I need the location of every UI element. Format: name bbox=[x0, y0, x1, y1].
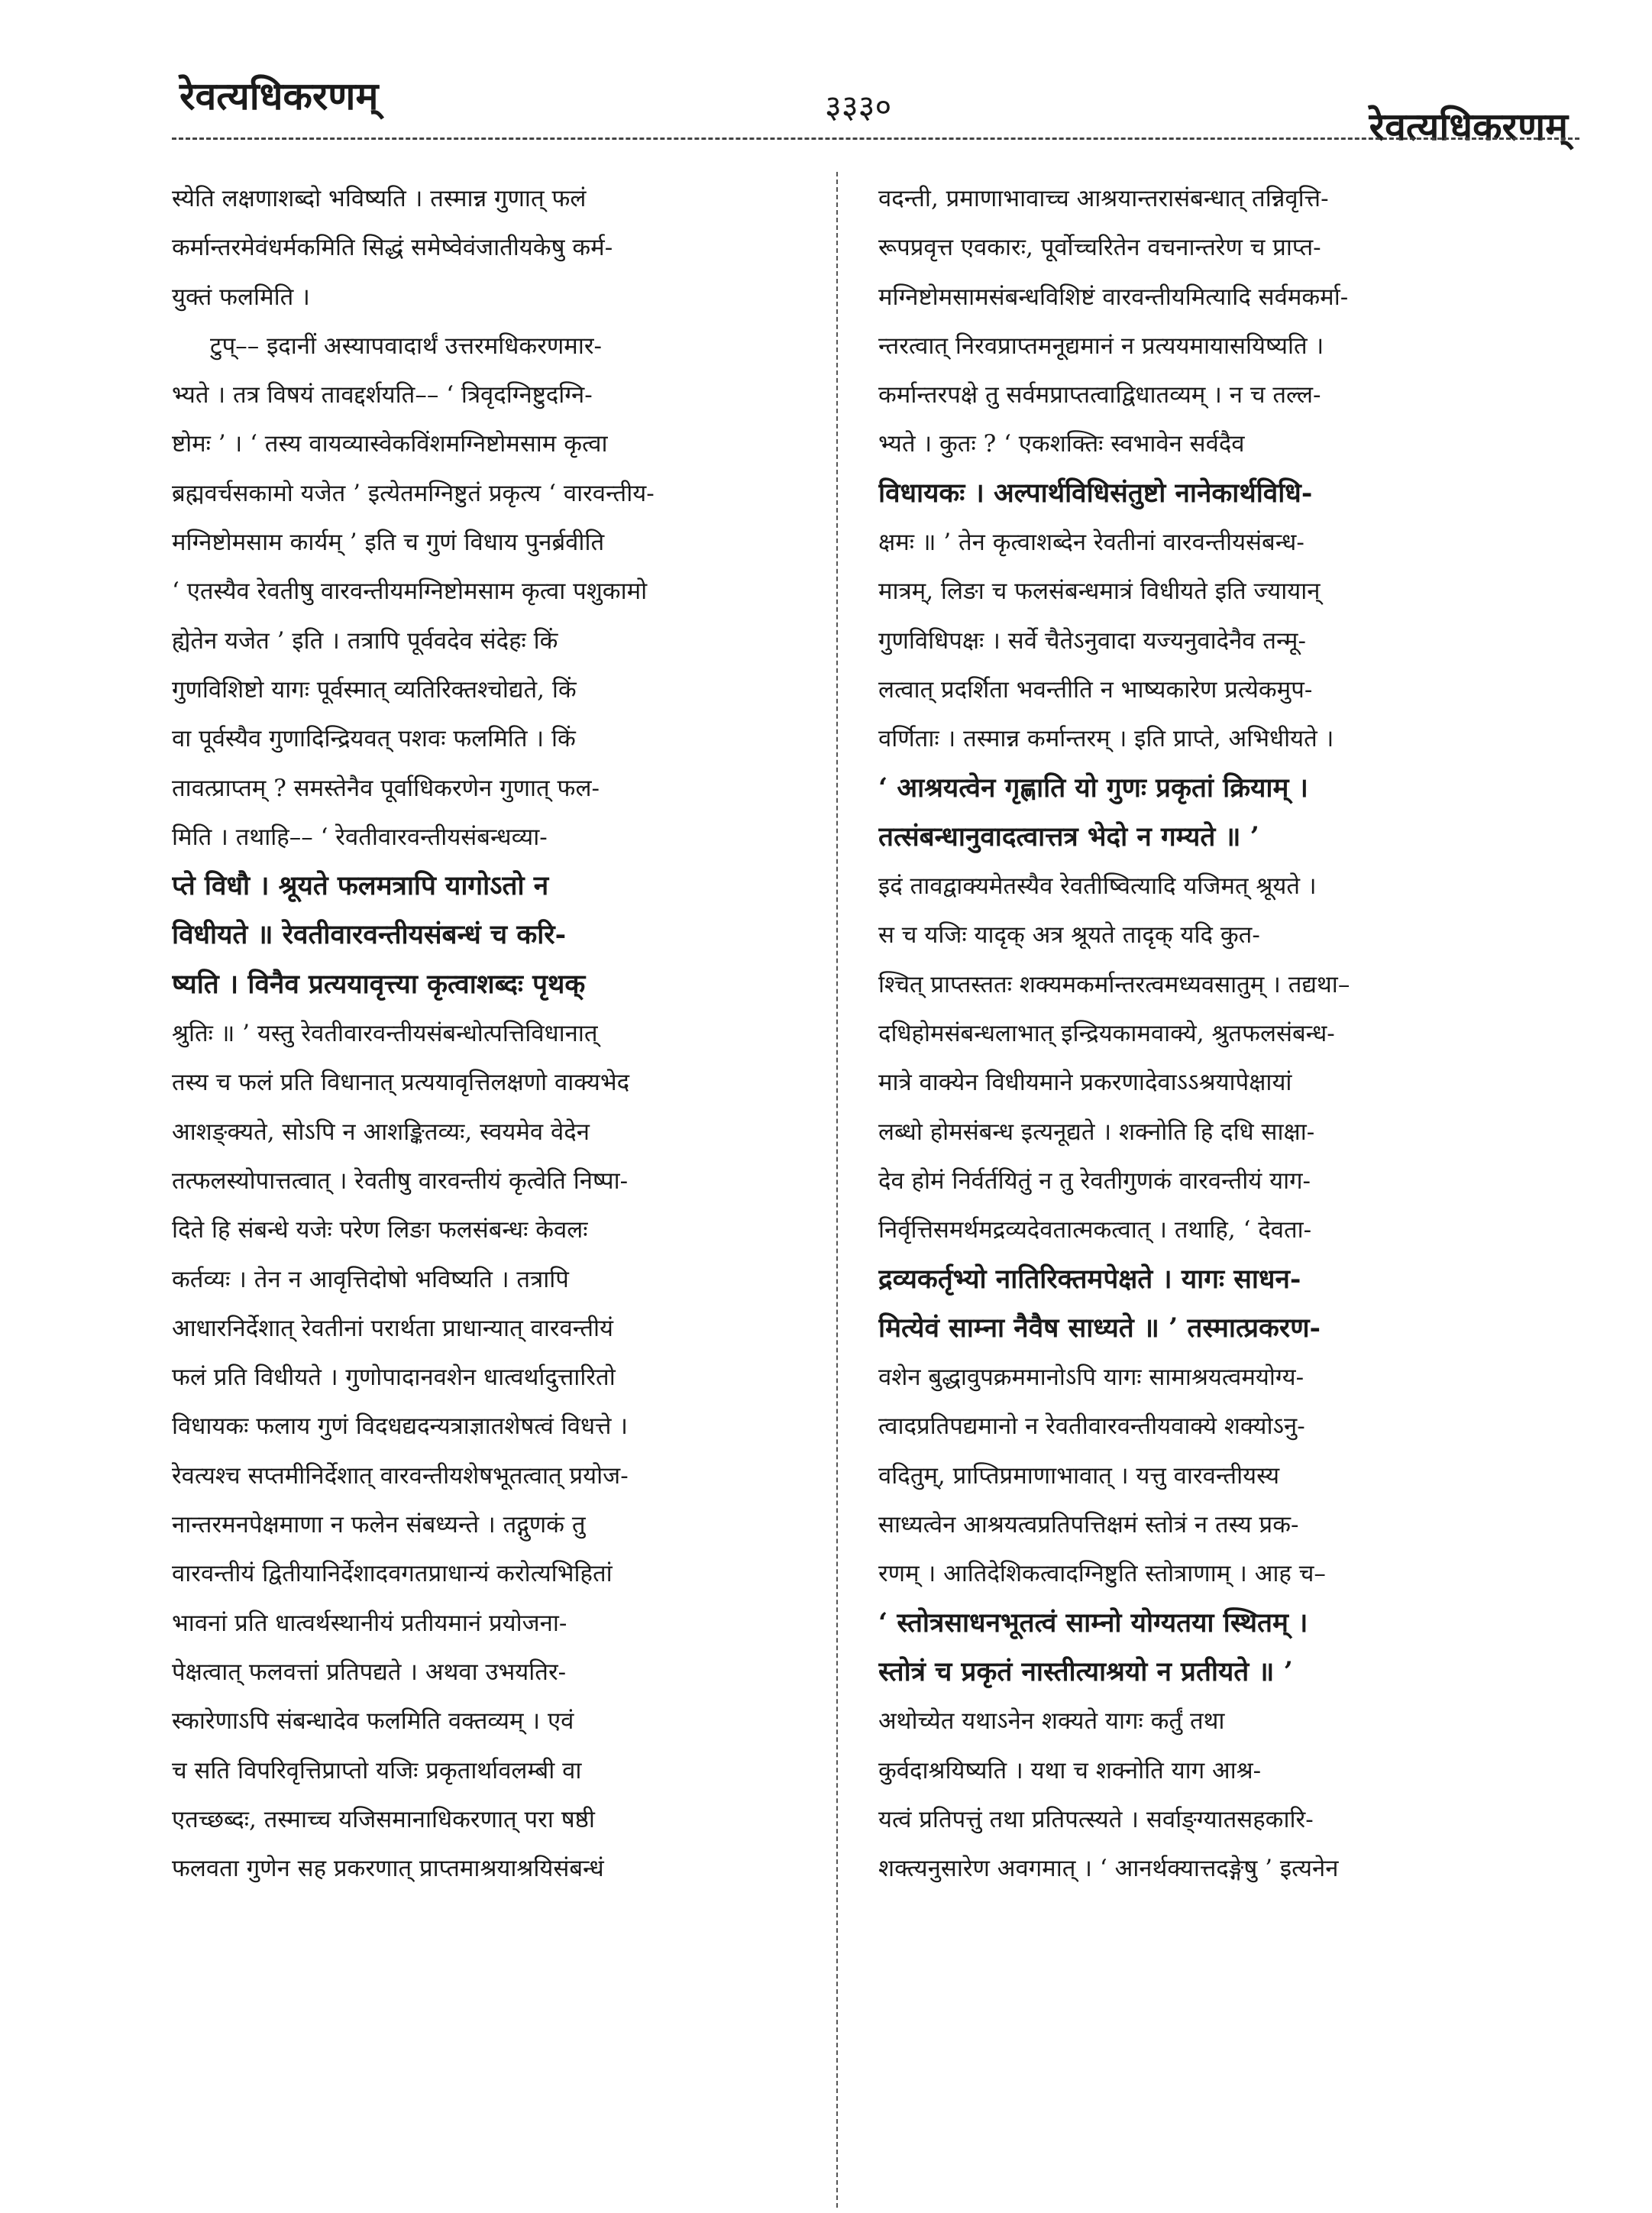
left-column-line: ब्रह्मवर्चसकामो यजेत ’ इत्येतमग्निष्टुतं प्रकृत्य ‘ वारवन्तीय- bbox=[172, 479, 655, 507]
left-column-line: ष्यति । विनैव प्रत्ययावृत्त्या कृत्वाशब्दः पृथक् bbox=[172, 968, 586, 1000]
right-column-line: वशेन बुद्धावुपक्रममानोऽपि यागः सामाश्रयत्वमयोग्य- bbox=[878, 1364, 1304, 1392]
right-column-line: मित्येवं साम्ना नैवैष साध्यते ॥ ’ तस्मात्प्रकरण- bbox=[878, 1312, 1321, 1344]
right-column-line: स च यजिः यादृक् अत्र श्रूयते तादृक् यदि कुत- bbox=[878, 921, 1260, 950]
left-column bbox=[172, 174, 829, 2206]
right-column-line: स्तोत्रं च प्रकृतं नास्तीत्याश्रयो न प्रतीयते ॥ ’ bbox=[878, 1655, 1293, 1687]
right-column-line: अथोच्येत यथाऽनेन शक्यते यागः कर्तुं तथा bbox=[878, 1707, 1225, 1736]
right-column-line: वर्णिताः । तस्मान्न कर्मान्तरम् । इति प्राप्ते, अभिधीयते । bbox=[878, 725, 1334, 753]
right-column-line: ‘ आश्रयत्वेन गृह्णाति यो गुणः प्रकृतां क्रियाम् । bbox=[878, 772, 1308, 804]
right-column bbox=[878, 174, 1570, 2206]
right-column-line: निर्वृत्तिसमर्थमद्रव्यदेवतात्मकत्वात् । तथाहि, ‘ देवता- bbox=[878, 1216, 1312, 1244]
left-column-line: दिते हि संबन्धे यजेः परेण लिङा फलसंबन्धः केवलः bbox=[172, 1216, 588, 1244]
left-column-line: गुणविशिष्टो यागः पूर्वस्मात् व्यतिरिक्तश्चोद्यते, किं bbox=[172, 675, 577, 704]
left-column-line: पेक्षत्वात् फलवत्तां प्रतिपद्यते । अथवा उभयतिर- bbox=[172, 1658, 567, 1686]
header-right-title: रेवत्यधिकरणम् bbox=[1369, 104, 1568, 149]
right-column-line: मात्रम्, लिङा च फलसंबन्धमात्रं विधीयते इति ज्यायान् bbox=[878, 578, 1321, 606]
right-column-line: त्वादप्रतिपद्यमानो न रेवतीवारवन्तीयवाक्ये शक्योऽनु- bbox=[878, 1412, 1305, 1441]
left-column-line: वारवन्तीयं द्वितीयानिर्देशादवगतप्राधान्यं करोत्यभिहितां bbox=[172, 1560, 613, 1588]
left-column-line: ष्टोमः ’ । ‘ तस्य वायव्यास्वेकविंशमग्निष्टोमसाम कृत्वा bbox=[172, 430, 608, 458]
page-number: ३३३० bbox=[825, 88, 892, 125]
left-column-line: मिति । तथाहि–– ‘ रेवतीवारवन्तीयसंबन्धव्या- bbox=[172, 823, 548, 851]
left-column-line: आधारनिर्देशात् रेवतीनां परार्थता प्राधान्यात् वारवन्तीयं bbox=[172, 1314, 614, 1342]
left-column-line: कर्मान्तरमेवंधर्मकमिति सिद्धं समेष्वेवंजातीयकेषु कर्म- bbox=[172, 234, 613, 262]
right-column-line: कर्मान्तरपक्षे तु सर्वमप्राप्तत्वाद्विधातव्यम् । न च तल्ल- bbox=[878, 381, 1321, 409]
right-column-line: मात्रे वाक्येन विधीयमाने प्रकरणादेवाऽऽश्रयापेक्षायां bbox=[878, 1069, 1292, 1097]
right-column-line: रणम् । आतिदेशिकत्वादग्निष्टुति स्तोत्राणाम् । आह च– bbox=[878, 1560, 1326, 1588]
right-column-line: भ्यते । कुतः ? ‘ एकशक्तिः स्वभावेन सर्वदैव bbox=[878, 430, 1245, 458]
right-column-line: साध्यत्वेन आश्रयत्वप्रतिपत्तिक्षमं स्तोत्रं न तस्य प्रक- bbox=[878, 1511, 1299, 1539]
right-column-line: विधायकः । अल्पार्थविधिसंतुष्टो नानेकार्थविधि- bbox=[878, 477, 1313, 509]
right-column-line: ‘ स्तोत्रसाधनभूतत्वं साम्नो योग्यतया स्थितम् । bbox=[878, 1606, 1308, 1639]
right-column-line: वदितुम्, प्राप्तिप्रमाणाभावात् । यत्तु वारवन्तीयस्य bbox=[878, 1461, 1280, 1490]
header-rule bbox=[172, 138, 1579, 140]
left-column-line: प्ते विधौ । श्रूयते फलमत्रापि यागोऽतो न bbox=[172, 870, 549, 902]
right-column-line: मग्निष्टोमसामसंबन्धविशिष्टं वारवन्तीयमित्यादि सर्वमकर्मा- bbox=[878, 283, 1349, 311]
right-column-line: कुर्वदाश्रयिष्यति । यथा च शक्नोति याग आश्र- bbox=[878, 1756, 1262, 1784]
left-column-line: वा पूर्वस्यैव गुणादिन्द्रियवत् पशवः फलमिति । किं bbox=[172, 725, 576, 753]
left-column-line: च सति विपरिवृत्तिप्राप्तो यजिः प्रकृतार्थावलम्बी वा bbox=[172, 1756, 582, 1784]
left-column-line: श्रुतिः ॥ ’ यस्तु रेवतीवारवन्तीयसंबन्धोत्पत्तिविधानात् bbox=[172, 1020, 598, 1048]
right-column-line: द्रव्यकर्तृभ्यो नातिरिक्तमपेक्षते । यागः साधन- bbox=[878, 1263, 1301, 1295]
left-column-line: स्कारेणाऽपि संबन्धादेव फलमिति वक्तव्यम् । एवं bbox=[172, 1707, 574, 1736]
left-column-line: नान्तरमनपेक्षमाणा न फलेन संबध्यन्ते । तद्गुणकं तु bbox=[172, 1511, 586, 1539]
right-column-line: श्चित् प्राप्तस्ततः शक्यमकर्मान्तरत्वमध्यवसातुम् । तद्यथा– bbox=[878, 970, 1350, 998]
left-column-line: फलं प्रति विधीयते । गुणोपादानवशेन धात्वर्थादुत्तारितो bbox=[172, 1364, 616, 1392]
right-column-line: तत्संबन्धानुवादत्वात्तत्र भेदो न गम्यते ॥ ’ bbox=[878, 820, 1259, 853]
left-column-line: कर्तव्यः । तेन न आवृत्तिदोषो भविष्यति । तत्रापि bbox=[172, 1265, 569, 1293]
right-column-line: वदन्ती, प्रमाणाभावाच्च आश्रयान्तरासंबन्धात् तन्निवृत्ति- bbox=[878, 185, 1329, 212]
left-column-line: रेवत्यश्च सप्तमीनिर्देशात् वारवन्तीयशेषभूतत्वात् प्रयोज- bbox=[172, 1461, 629, 1490]
left-column-line: भावनां प्रति धात्वर्थस्थानीयं प्रतीयमानं प्रयोजना- bbox=[172, 1609, 567, 1637]
right-column-line: रूपप्रवृत्त एवकारः, पूर्वोच्चरितेन वचनान्तरेण च प्राप्त- bbox=[878, 234, 1321, 262]
left-column-line: विधीयते ॥ रेवतीवारवन्तीयसंबन्धं च करि- bbox=[172, 919, 567, 951]
left-column-line: विधायकः फलाय गुणं विदधद्यदन्यत्राज्ञातशेषत्वं विधत्ते । bbox=[172, 1412, 629, 1441]
page-header bbox=[0, 61, 1652, 153]
left-column-line: तावत्प्राप्तम् ? समस्तेनैव पूर्वाधिकरणेन गुणात् फल- bbox=[172, 774, 600, 802]
left-column-line: युक्तं फलमिति । bbox=[172, 283, 310, 311]
right-column-line: गुणविधिपक्षः । सर्वे चैतेऽनुवादा यज्यनुवादेनैव तन्मू- bbox=[878, 626, 1306, 655]
right-column-line: क्षमः ॥ ’ तेन कृत्वाशब्देन रेवतीनां वारवन्तीयसंबन्ध- bbox=[878, 529, 1304, 557]
left-column-line: तस्य च फलं प्रति विधानात् प्रत्ययावृत्तिलक्षणो वाक्यभेद bbox=[172, 1069, 630, 1097]
column-divider bbox=[836, 172, 838, 2208]
left-column-line: मग्निष्टोमसाम कार्यम् ’ इति च गुणं विधाय पुनर्ब्रवीति bbox=[172, 529, 605, 557]
left-column-line: आशङ्क्यते, सोऽपि न आशङ्कितव्यः, स्वयमेव वेदेन bbox=[172, 1118, 590, 1146]
right-column-line: देव होमं निर्वर्तयितुं न तु रेवतीगुणकं वारवन्तीयं याग- bbox=[878, 1166, 1311, 1195]
left-column-line: टुप्–– इदानीं अस्यापवादार्थं उत्तरमधिकरणमार- bbox=[210, 332, 603, 360]
right-column-line: यत्वं प्रतिपत्तुं तथा प्रतिपत्स्यते । सर्वाङ्ग्यातसहकारि- bbox=[878, 1805, 1314, 1833]
right-column-line: इदं तावद्वाक्यमेतस्यैव रेवतीष्वित्यादि यजिमत् श्रूयते । bbox=[878, 872, 1317, 901]
header-left-title: रेवत्यधिकरणम् bbox=[179, 73, 379, 118]
left-column-line: एतच्छब्दः, तस्माच्च यजिसमानाधिकरणात् परा षष्ठी bbox=[172, 1805, 595, 1833]
right-column-line: लत्वात् प्रदर्शिता भवन्तीति न भाष्यकारेण प्रत्येकमुप- bbox=[878, 675, 1313, 704]
right-column-line: दधिहोमसंबन्धलाभात् इन्द्रियकामवाक्ये, श्रुतफलसंबन्ध- bbox=[878, 1020, 1335, 1048]
right-column-line: शक्त्यनुसारेण अवगमात् । ‘ आनर्थक्यात्तदङ्गेषु ’ इत्यनेन bbox=[878, 1855, 1339, 1883]
left-column-line: भ्यते । तत्र विषयं तावद्दर्शयति–– ‘ त्रिवृदग्निष्टुदग्नि- bbox=[172, 381, 593, 409]
right-column-line: न्तरत्वात् निरवप्राप्तमनूद्यमानं न प्रत्ययमायासयिष्यति । bbox=[878, 332, 1324, 360]
left-column-line: स्येति लक्षणाशब्दो भविष्यति । तस्मान्न गुणात् फलं bbox=[172, 185, 587, 212]
left-column-line: ‘ एतस्यैव रेवतीषु वारवन्तीयमग्निष्टोमसाम कृत्वा पशुकामो bbox=[172, 578, 648, 606]
left-column-line: ह्येतेन यजेत ’ इति । तत्रापि पूर्ववदेव संदेहः किं bbox=[172, 626, 558, 655]
left-column-line: तत्फलस्योपात्तत्वात् । रेवतीषु वारवन्तीयं कृत्वेति निष्पा- bbox=[172, 1166, 629, 1195]
right-column-line: लब्धो होमसंबन्ध इत्यनूद्यते । शक्नोति हि दधि साक्षा- bbox=[878, 1118, 1315, 1146]
left-column-line: फलवता गुणेन सह प्रकरणात् प्राप्तमाश्रयाश्रयिसंबन्धं bbox=[172, 1855, 604, 1883]
